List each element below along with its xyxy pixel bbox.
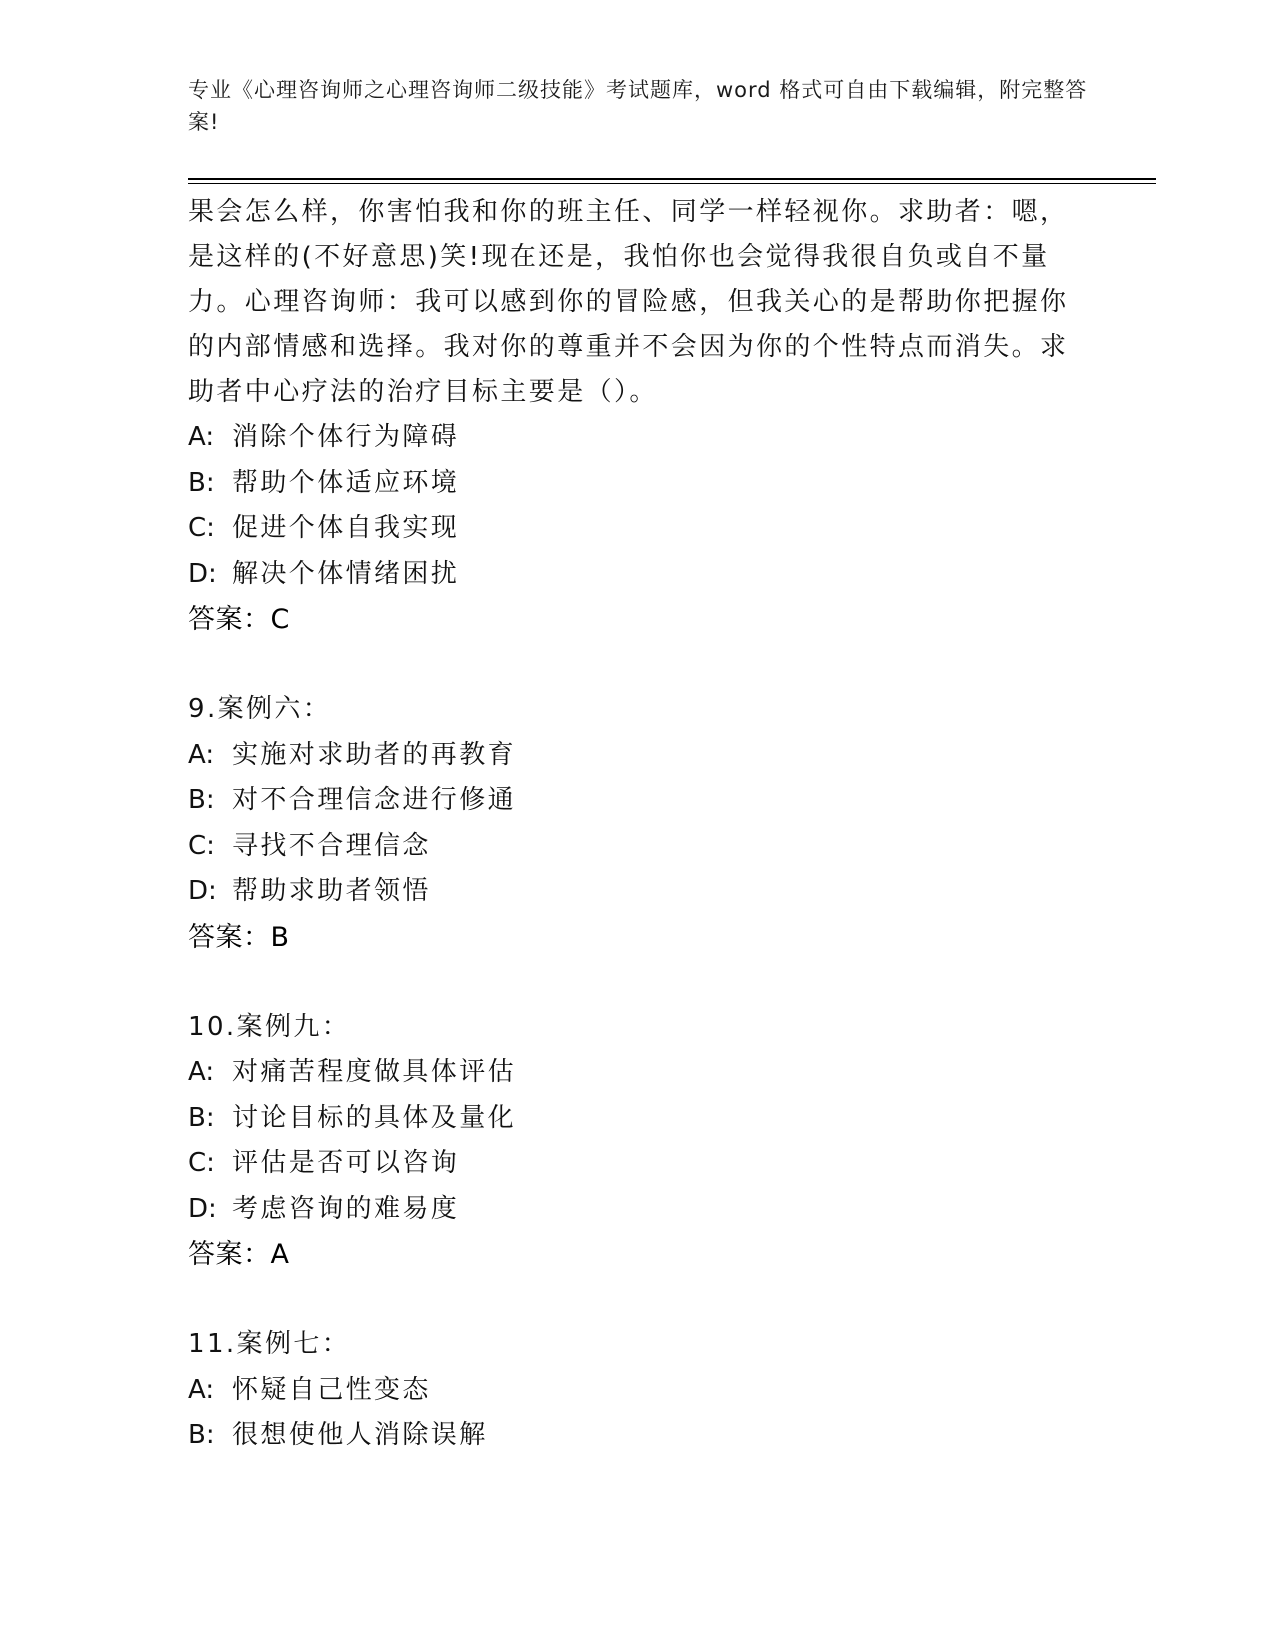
option-text: 解决个体情绪困扰 (232, 558, 460, 589)
option-c (188, 824, 1088, 870)
option-key: D: (188, 876, 217, 906)
option-a (188, 733, 1088, 779)
option-a (188, 415, 1088, 461)
document-body (188, 190, 1088, 1459)
option-c (188, 1141, 1088, 1187)
option-d (188, 869, 1088, 915)
question-title: 9.案例六： (188, 694, 332, 724)
option-key: D: (188, 1193, 217, 1224)
option-key: B: (188, 1102, 215, 1133)
answer-line: 答案：A (188, 1239, 290, 1270)
option-key: C: (188, 830, 215, 861)
option-text: 实施对求助者的再教育 (232, 739, 517, 770)
option-c (188, 506, 1088, 552)
option-text: 寻找不合理信念 (232, 830, 431, 861)
question-continuation (188, 190, 1088, 643)
option-key: A: (188, 1374, 215, 1405)
header-divider-thin (188, 183, 1156, 184)
option-text: 促进个体自我实现 (232, 513, 460, 543)
option-key: B: (188, 467, 215, 498)
option-a (188, 1368, 1088, 1414)
option-text: 帮助求助者领悟 (232, 876, 431, 906)
option-key: D: (188, 558, 217, 589)
page-header-title: 专业《心理咨询师之心理咨询师二级技能》考试题库，word 格式可自由下载编辑，附完整答案! (188, 78, 1088, 134)
question-stem-text: 果会怎么样，你害怕我和你的班主任、同学一样轻视你。求助者：嗯，是这样的(不好意思)笑!现在还是，我怕你也会觉得我很自负或自不量力。心理咨询师：我可以感到你的冒险感，但我关心的是帮助你把握你的内部情感和选择。我对你的尊重并不会因为你的个性特点而消失。求助者中心疗法的治疗目标主要是（）。 (188, 197, 1069, 407)
option-text: 评估是否可以咨询 (232, 1148, 460, 1178)
option-key: C: (188, 513, 215, 543)
option-text: 怀疑自己性变态 (232, 1374, 431, 1405)
question-11 (188, 1322, 1088, 1459)
question-9 (188, 687, 1088, 961)
question-title: 11.案例七： (188, 1329, 351, 1359)
spacer (188, 1278, 1088, 1322)
option-b (188, 1096, 1088, 1142)
option-text: 对痛苦程度做具体评估 (232, 1057, 517, 1087)
option-b (188, 1413, 1088, 1459)
option-key: B: (188, 785, 215, 815)
question-10 (188, 1005, 1088, 1279)
answer-line: 答案：C (188, 604, 290, 635)
option-text: 讨论目标的具体及量化 (232, 1102, 517, 1133)
option-text: 考虑咨询的难易度 (232, 1193, 460, 1224)
option-d (188, 552, 1088, 598)
option-b (188, 778, 1088, 824)
option-d (188, 1187, 1088, 1233)
option-text: 对不合理信念进行修通 (232, 785, 517, 815)
option-text: 很想使他人消除误解 (232, 1420, 488, 1450)
option-b (188, 461, 1088, 507)
option-key: C: (188, 1148, 215, 1178)
question-title: 10.案例九： (188, 1011, 351, 1042)
answer-line: 答案：B (188, 921, 290, 953)
option-text: 消除个体行为障碍 (232, 422, 460, 452)
spacer (188, 643, 1088, 687)
option-a (188, 1050, 1088, 1096)
option-key: A: (188, 1057, 215, 1087)
header-divider-thick (188, 178, 1156, 180)
option-key: A: (188, 422, 215, 452)
spacer (188, 961, 1088, 1005)
option-key: B: (188, 1420, 215, 1450)
option-text: 帮助个体适应环境 (232, 467, 460, 498)
option-key: A: (188, 739, 215, 770)
